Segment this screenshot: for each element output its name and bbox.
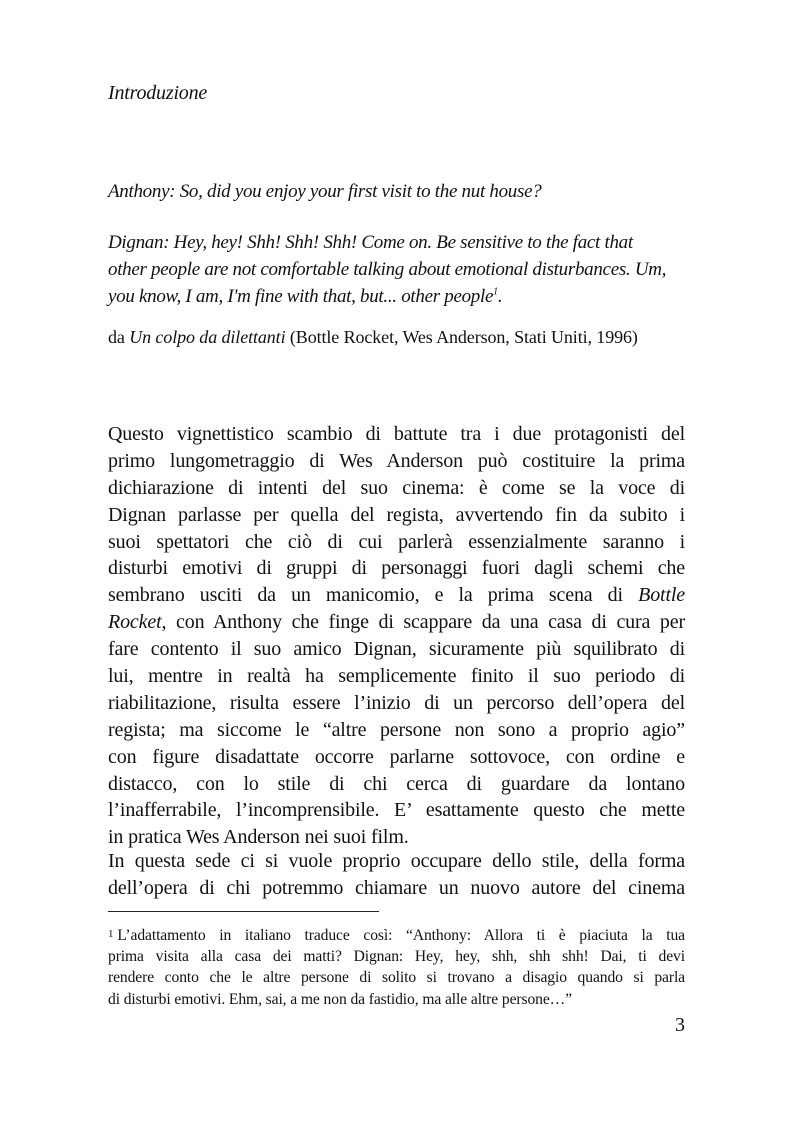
footnote-1 xyxy=(108,925,685,1010)
source-prefix: da xyxy=(108,327,130,347)
text-line: con figure disadattate occorre parlarne sottovoce, con ordine e xyxy=(108,745,685,768)
text-line: l’inafferrabile, l’incomprensibile. E’ esattamente questo che mette xyxy=(108,799,685,822)
film-title-italic: Bottle xyxy=(638,584,685,607)
text-line: lui, mentre in realtà ha semplicemente finito il suo periodo di xyxy=(108,665,685,688)
text-line: Questo vignettistico scambio di battute tra i due protagonisti del xyxy=(108,423,685,445)
text-line: primo lungometraggio di Wes Anderson può costituire la prima xyxy=(108,449,685,472)
text-run: , con Anthony che finge di scappare da una casa di cura per xyxy=(161,611,685,634)
footnote-line: rendere conto che le altre persone di solito si trovano a disagio quando si parla xyxy=(108,969,685,987)
page-number: 3 xyxy=(675,1014,685,1036)
text-line: regista; ma siccome le “altre persone non sono a proprio agio” xyxy=(108,718,685,741)
epigraph-anthony xyxy=(108,178,698,205)
text-line: riabilitazione, risulta essere l’inizio di un percorso dell’opera del xyxy=(108,691,685,714)
text-line: in pratica Wes Anderson nei suoi film. xyxy=(108,826,409,849)
text-line xyxy=(108,582,685,609)
epigraph-punct: . xyxy=(497,286,503,307)
footnote-line: prima visita alla casa dei matti? Dignan: Hey, hey, shh, shh shh! Dai, ti devi xyxy=(108,948,685,966)
epigraph-source xyxy=(108,327,638,348)
text-line: distacco, con lo stile di chi cerca di guardare da lontano xyxy=(108,772,685,795)
text-line: dell’opera di chi potremmo chiamare un nuovo autore del cinema xyxy=(108,876,685,899)
epigraph-dignan xyxy=(108,229,698,310)
text-line: disturbi emotivi di gruppi di personaggi fuori dagli schemi che xyxy=(108,557,685,580)
footnote-line: di disturbi emotivi. Ehm, sai, a me non da fastidio, ma alle altre persone…” xyxy=(108,990,572,1008)
footnote-reference[interactable]: 1 xyxy=(493,286,498,298)
text-line: suoi spettatori che ciò di cui parlerà essenzialmente saranno i xyxy=(108,530,685,553)
footnote-number: 1 xyxy=(108,928,114,940)
text-line: fare contento il suo amico Dignan, sicuramente più squilibrato di xyxy=(108,638,685,661)
epigraph-text: you know, I am, I'm fine with that, but... other people xyxy=(108,286,494,307)
text-line: In questa sede ci si vuole proprio occupare dello stile, della forma xyxy=(108,850,685,872)
epigraph-line xyxy=(108,283,698,310)
source-film-title: Un colpo da dilettanti xyxy=(129,327,286,347)
footnote-separator xyxy=(108,911,379,912)
text-line xyxy=(108,609,685,636)
section-title: Introduzione xyxy=(108,82,208,104)
paragraph-1 xyxy=(108,421,685,851)
epigraph-line: Dignan: Hey, hey! Shh! Shh! Shh! Come on. Be sensitive to the fact that xyxy=(108,232,633,253)
text-line: dichiarazione di intenti del suo cinema: è come se la voce di xyxy=(108,476,685,499)
footnote-line xyxy=(108,925,685,946)
source-details: (Bottle Rocket, Wes Anderson, Stati Uniti, 1996) xyxy=(285,327,638,347)
paragraph-2 xyxy=(108,848,685,902)
epigraph-line: other people are not comfortable talking about emotional disturbances. Um, xyxy=(108,259,667,280)
text-line: Dignan parlasse per quella del regista, avvertendo fin da subito i xyxy=(108,503,685,526)
epigraph-line: Anthony: So, did you enjoy your first visit to the nut house? xyxy=(108,181,542,202)
film-title-italic: Rocket xyxy=(108,611,162,634)
text-run: sembrano usciti da un manicomio, e la prima scena di xyxy=(108,584,623,607)
footnote-text: L’adattamento in italiano traduce così: “Anthony: Allora ti è piaciuta la tua xyxy=(117,927,685,944)
